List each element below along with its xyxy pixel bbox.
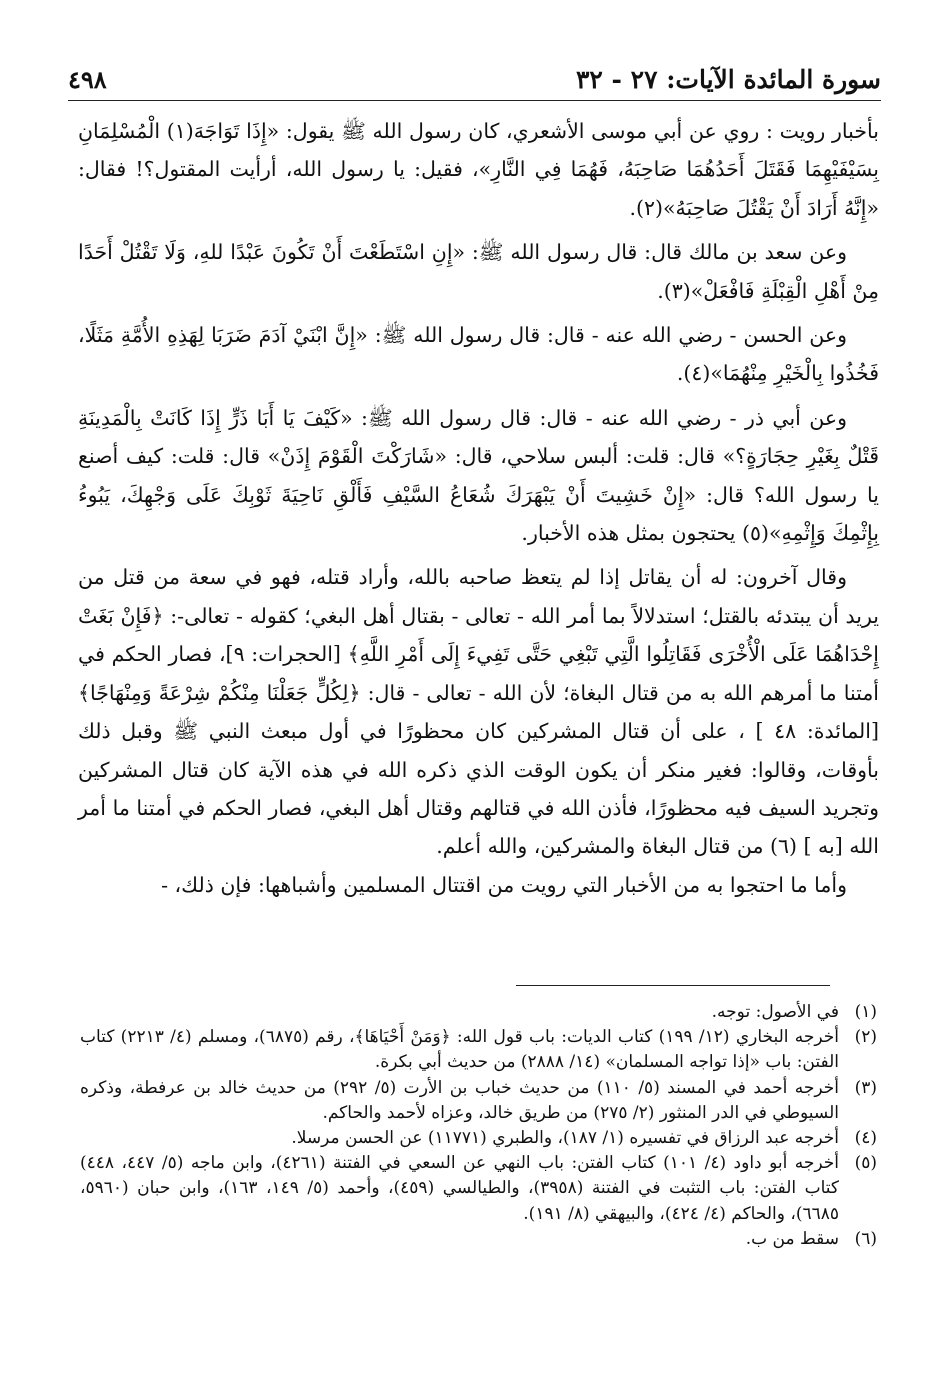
- footnote: [80, 1151, 877, 1227]
- footnote-number: (٤): [854, 1128, 877, 1149]
- footnote-text: أخرجه عبد الرزاق في تفسيره (١/ ١٨٧)، والطبري (١١٧٧١) عن الحسن مرسلا.: [291, 1128, 839, 1149]
- footnote-text: سقط من ب.: [745, 1228, 839, 1249]
- footnote-text: أخرجه البخاري (١٢/ ١٩٩) كتاب الديات: باب قول الله: ﴿وَمَنْ أَحْيَاهَا﴾، رقم (٦٨٧٥)، ومسلم (٤/ ٢٢١٣) كتاب الفتن: باب «إذا تواجه المسلمان» (١٤/ ٢٨٨٨) من حديث أبي بكرة.: [80, 1027, 840, 1073]
- main-text: [78, 112, 879, 904]
- page-header: [68, 52, 881, 101]
- footnote-text: أخرجه أبو داود (٤/ ١٠١) كتاب الفتن: باب النهي عن السعي في الفتنة (٤٢٦١)، وابن ماجه (٥/ ٤٤٧، ٤٤٨) كتاب الفتن: باب التثبت في الفتنة (٣٩٥٨)، والطيالسي (٤٥٩)، وأحمد (٥/ ١٤٩، ١٦٣)، وابن حبان (٥٩٦٠، ٦٦٨٥)، والحاكم (٤/ ٤٢٤)، والبيهقي (٨/ ١٩١).: [80, 1153, 840, 1224]
- footnote: [80, 1025, 877, 1075]
- paragraph: وعن سعد بن مالك قال: قال رسول الله ﷺ: «إِنِ اسْتَطَعْتَ أَنْ تَكُونَ عَبْدًا للهِ، وَلَا تَقْتُلْ أَحَدًا مِنْ أَهْلِ الْقِبْلَةِ فَافْعَلْ»(٣).: [78, 240, 879, 303]
- footnote-number: (٥): [854, 1153, 877, 1174]
- footnote-text: في الأصول: توجه.: [711, 1002, 839, 1022]
- footnote: [80, 1076, 877, 1126]
- footnote-text: أخرجه أحمد في المسند (٥/ ١١٠) من حديث خباب بن الأرت (٥/ ٢٩٢) من حديث خالد بن عرفطة، وذكره السيوطي في الدر المنثور (٢/ ٢٧٥) من طريق خالد، وعزاه لأحمد والحاكم.: [80, 1077, 839, 1123]
- footnote: [80, 1126, 877, 1151]
- paragraph: وقال آخرون: له أن يقاتل إذا لم يتعظ صاحبه بالله، وأراد قتله، فهو في سعة من قتل من يريد أن يبتدئه بالقتل؛ استدلالاً بما أمر الله - تعالى - بقتال أهل البغي؛ كقوله - تعالى-: ﴿فَإِنْ بَغَتْ إِحْدَاهُمَا عَلَى الْأُخْرَى فَقَاتِلُوا الَّتِي تَبْغِي حَتَّى تَفِيءَ إِلَى أَمْرِ اللَّهِ﴾ [الحجرات: ٩]، فصار الحكم في أمتنا ما أمرهم الله به من قتال البغاة؛ لأن الله - تعالى - قال: ﴿لِكُلٍّ جَعَلْنَا مِنْكُمْ شِرْعَةً وَمِنْهَاجًا﴾ [المائدة: ٤٨ ] ، على أن قتال المشركين كان محظورًا في أول مبعث النبي ﷺ وقبل ذلك بأوقات، وقالوا: فغير منكر أن يكون الوقت الذي ذكره الله في هذه الآية كان قتال المشركين وتجريد السيف فيه محظورًا، فأذن الله في قتالهم وقتال أهل البغي، فصار الحكم في أمتنا ما أمر الله [به ] (٦) من قتال البغاة والمشركين، والله أعلم.: [78, 565, 879, 859]
- footnote-number: (١): [854, 1002, 877, 1022]
- footnote: [80, 1227, 877, 1252]
- footnote-separator: [516, 985, 830, 986]
- paragraph: وأما ما احتجوا به من الأخبار التي رويت من اقتتال المسلمين وأشباهها: فإن ذلك، -: [161, 872, 847, 897]
- footnote: [80, 1000, 877, 1025]
- footnote-number: (٦): [854, 1228, 877, 1249]
- footnotes: [80, 1000, 877, 1252]
- footnote-number: (٢): [854, 1027, 877, 1048]
- paragraph: بأخبار رويت : روي عن أبي موسى الأشعري، كان رسول الله ﷺ يقول: «إِذَا تَوَاجَهَ(١) الْمُسْلِمَانِ بِسَيْفَيْهِمَا فَقَتَلَ أَحَدُهُمَا صَاحِبَهُ، فَهُمَا فِي النَّارِ»، فقيل: يا رسول الله، أرأيت المقتول؟! فقال: «إِنَّهُ أَرَادَ أَنْ يَقْتُلَ صَاحِبَهُ»(٢).: [78, 119, 879, 220]
- paragraph: وعن الحسن - رضي الله عنه - قال: قال رسول الله ﷺ: «إِنَّ ابْنَيْ آدَمَ ضَرَبَا لِهَذِهِ الأُمَّةِ مَثَلًا، فَخُذُوا بِالْخَيْرِ مِنْهُمَا»(٤).: [78, 323, 879, 386]
- page-number: ٤٩٨: [68, 65, 107, 94]
- running-title: سورة المائدة الآيات: ٢٧ - ٣٢: [575, 65, 881, 94]
- footnote-number: (٣): [854, 1077, 877, 1098]
- paragraph: وعن أبي ذر - رضي الله عنه - قال: قال رسول الله ﷺ: «كَيْفَ يَا أَبَا ذَرٍّ إِذَا كَانَتْ بِالْمَدِينَةِ قَتْلٌ بِغَيْرِ حِجَارَةٍ؟» قال: قلت: ألبس سلاحي، قال: «شَارَكْتَ الْقَوْمَ إِذَنْ» قال: قلت: كيف أصنع يا رسول الله؟ قال: «إِنْ خَشِيتَ أَنْ يَبْهَرَكَ شُعَاعُ السَّيْفِ فَأَلْقِ نَاحِيَةَ ثَوْبِكَ عَلَى وَجْهِكَ، يَبُوءُ بِإِثْمِكَ وَإِثْمِهِ»(٥) يحتجون بمثل هذه الأخبار.: [78, 405, 879, 546]
